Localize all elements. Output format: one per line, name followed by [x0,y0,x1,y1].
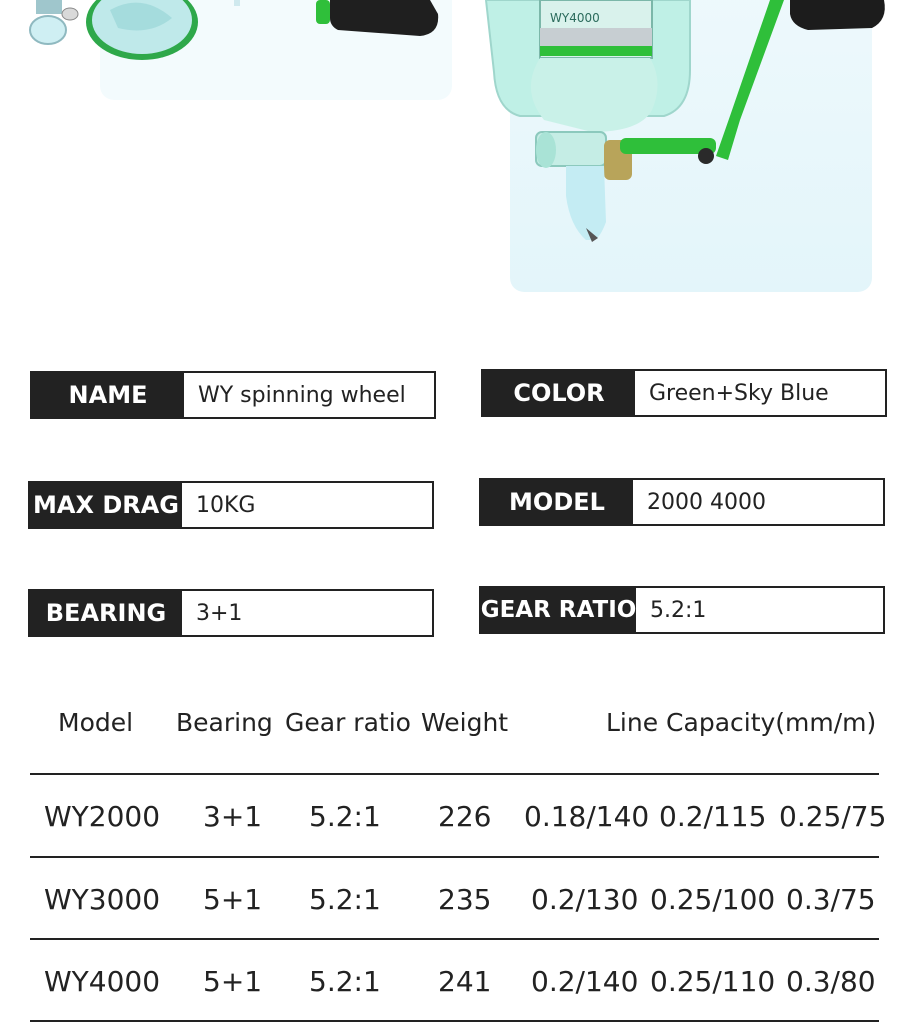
cell-gear-ratio: 5.2:1 [309,883,381,916]
spec-name-label: NAME [32,373,184,417]
spec-color-value: Green+Sky Blue [649,380,829,406]
reel-model-label: WY4000 [550,11,600,25]
cell-weight: 241 [438,965,492,998]
cell-capacity-1: 0.2/140 [531,965,639,998]
cell-capacity-1: 0.2/130 [531,883,639,916]
cell-bearing: 5+1 [203,965,263,998]
cell-capacity-3: 0.25/75 [779,800,887,833]
spinning-reel-image [486,0,885,242]
spec-color-label: COLOR [483,371,635,415]
header-line-capacity: Line Capacity(mm/m) [606,708,877,737]
spec-gear-ratio [479,586,885,634]
table-divider [30,1020,879,1022]
header-model: Model [58,708,134,737]
cell-capacity-3: 0.3/80 [786,965,876,998]
cell-weight: 235 [438,883,492,916]
spec-bearing-value: 3+1 [196,600,243,626]
spec-model [479,478,885,526]
spool-image [86,0,198,60]
table-divider [30,773,879,775]
product-illustration [0,0,912,300]
table-row [0,800,912,860]
spec-gear-ratio-value: 5.2:1 [650,597,707,623]
table-divider [30,856,879,858]
spec-model-value: 2000 4000 [647,489,766,515]
cell-bearing: 5+1 [203,883,263,916]
cell-capacity-3: 0.3/75 [786,883,876,916]
spec-bearing [28,589,434,637]
cell-gear-ratio: 5.2:1 [309,965,381,998]
product-image-area [0,0,912,300]
spec-gear-ratio-label: GEAR RATIO [481,588,636,632]
cell-capacity-2: 0.25/110 [650,965,776,998]
spec-max-drag-value: 10KG [196,492,256,518]
spec-name [30,371,436,419]
header-bearing: Bearing [176,708,273,737]
table-row [0,965,912,1025]
table-row [0,883,912,943]
handle-knob-image [316,0,438,36]
spec-model-label: MODEL [481,480,633,524]
spec-color [481,369,887,417]
table-header [0,708,912,752]
table-divider [30,938,879,940]
spec-max-drag [28,481,434,529]
cell-gear-ratio: 5.2:1 [309,800,381,833]
spec-max-drag-label: MAX DRAG [30,483,182,527]
cell-weight: 226 [438,800,492,833]
cell-capacity-2: 0.2/115 [659,800,767,833]
cell-model: WY2000 [44,800,161,833]
header-gear-ratio: Gear ratio [285,708,411,737]
spec-name-value: WY spinning wheel [198,382,406,408]
cell-model: WY3000 [44,883,161,916]
cell-model: WY4000 [44,965,161,998]
header-weight: Weight [421,708,509,737]
cell-bearing: 3+1 [203,800,263,833]
spec-bearing-label: BEARING [30,591,182,635]
cell-capacity-2: 0.25/100 [650,883,776,916]
cell-capacity-1: 0.18/140 [524,800,650,833]
